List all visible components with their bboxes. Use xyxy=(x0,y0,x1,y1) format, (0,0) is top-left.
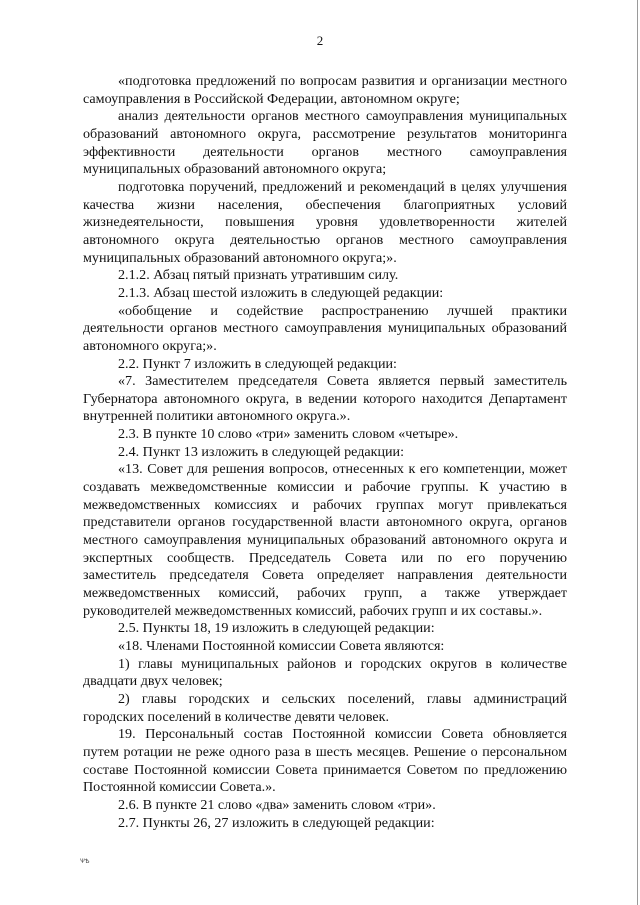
paragraph: «18. Членами Постоянной комиссии Совета являются: xyxy=(118,638,445,654)
paragraph: 2) главы городских и сельских поселений, главы администраций городских поселений в количестве девяти человек. xyxy=(83,690,567,725)
page-number: 2 xyxy=(316,33,324,48)
paragraph: 2.3. В пункте 10 слово «три» заменить словом «четыре». xyxy=(118,426,459,443)
paragraph: анализ деятельности органов местного самоуправления муниципальных образований автономного округа, рассмотрение результатов мониторинга эффективности деятельности органов местного самоуправления муниципальных образований автономного округа; xyxy=(83,108,567,178)
paragraph: «7. Заместителем председателя Совета является первый заместитель Губернатора автономного округа, в ведении которого находится Департамент внутренней политики автономного округа.». xyxy=(83,373,567,425)
paragraph: «обобщение и содействие распространению лучшей практики деятельности органов местного самоуправления муниципальных образований автономного округа;». xyxy=(83,302,567,354)
paragraph: «13. Совет для решения вопросов, отнесенных к его компетенции, может создавать межведомственные комиссии и рабочие группы. К участию в межведомственных комиссиях и рабочих группах могут привлекаться представители органов государственной власти автономного округа, органов местного самоуправления муниципальных образований автономного округа и экспертных сообществ. Председатель Совета или по его поручению заместитель председателя Совета определяет направления деятельности межведомственных комиссий, рабочих групп, а также утверждает руководителей межведомственных комиссий, рабочих групп и их составы.». xyxy=(83,461,567,619)
document-body xyxy=(83,73,567,832)
paragraph: 1) главы муниципальных районов и городских округов в количестве двадцати двух человек; xyxy=(83,655,567,690)
paragraph: 2.1.2. Абзац пятый признать утратившим силу. xyxy=(118,267,399,284)
paragraph: 2.1.3. Абзац шестой изложить в следующей редакции: xyxy=(118,284,444,301)
paragraph: 2.4. Пункт 13 изложить в следующей редакции: xyxy=(118,443,405,460)
paragraph: 2.5. Пункты 18, 19 изложить в следующей редакции: xyxy=(118,620,435,637)
paragraph: 19. Персональный состав Постоянной комиссии Совета обновляется путем ротации не реже одного раза в шесть месяцев. Решение о персональном составе Постоянной комиссии Совета принимается Советом по предложению Постоянной комиссии Совета.». xyxy=(83,726,567,796)
paragraph: «подготовка предложений по вопросам развития и организации местного самоуправления в Российской Федерации, автономном округе; xyxy=(83,73,567,107)
page-edge-line xyxy=(637,0,638,905)
paragraph: подготовка поручений, предложений и рекомендаций в целях улучшения качества жизни населения, обеспечения благоприятных условий жизнедеятельности, повышения уровня удовлетворенности жителей автономного округа деятельностью органов местного самоуправления муниципальных образований автономного округа;». xyxy=(83,178,567,266)
paragraph: 2.7. Пункты 26, 27 изложить в следующей редакции: xyxy=(118,814,435,831)
footer-mark: ѰѢ xyxy=(80,859,90,865)
paragraph: 2.2. Пункт 7 изложить в следующей редакции: xyxy=(118,355,397,372)
paragraph: 2.6. В пункте 21 слово «два» заменить словом «три». xyxy=(118,796,436,813)
